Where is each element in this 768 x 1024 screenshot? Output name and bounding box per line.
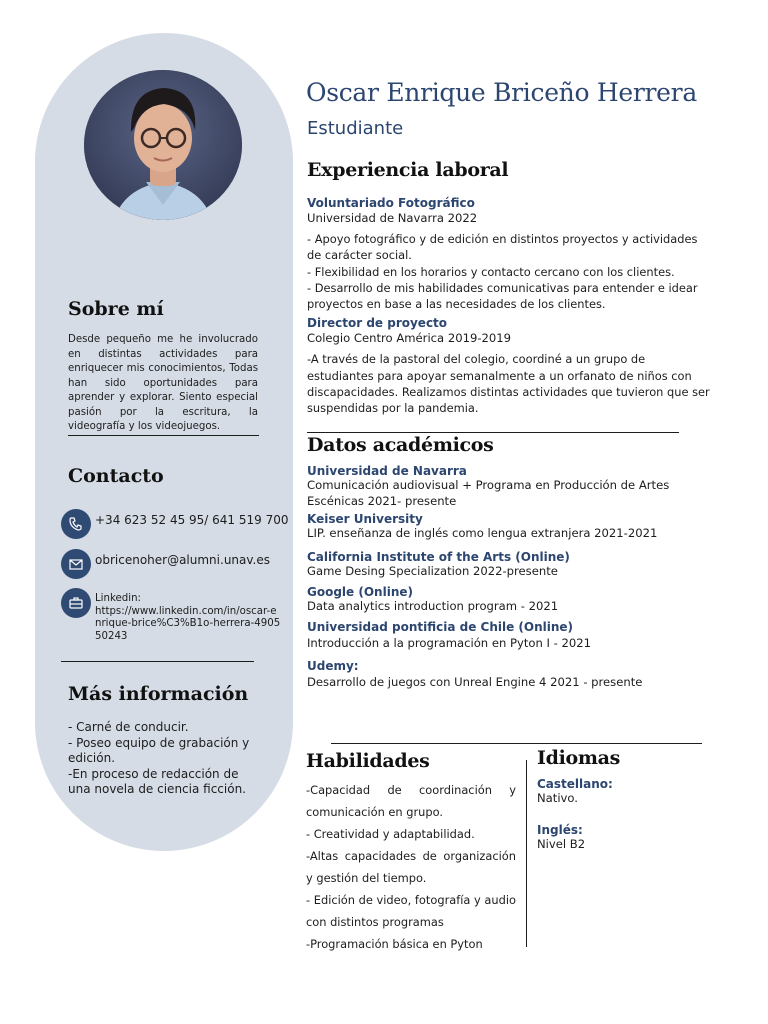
skill-item: -Programación básica en Pyton (306, 937, 483, 951)
job-line: -A través de la pastoral del colegio, coordiné a un grupo de estudiantes para apoyar semanalmente a un orfanato de niños con discapacidades. Realizamos distintas actividades que tuvieron que ser suspendidas por la pandemia. (307, 352, 710, 416)
more-info-item: -En proceso de redacción de una novela de ciencia ficción. (68, 766, 246, 796)
job-description (307, 351, 712, 416)
skill-item: -Capacidad de coordinación y comunicación en grupo. (306, 783, 516, 819)
education-school: Keiser University (307, 512, 423, 526)
linkedin-link[interactable]: https://www.linkedin.com/in/oscar-enrique-brice%C3%B1o-herrera-490550243 (95, 605, 281, 642)
language-level: Nativo. (537, 791, 578, 805)
education-detail: Comunicación audiovisual + Programa en Producción de Artes Escénicas 2021- presente (307, 478, 670, 508)
job-org: Universidad de Navarra 2022 (307, 211, 478, 225)
languages-divider (526, 760, 527, 947)
education-detail: Introducción a la programación en Pyton I - 2021 (307, 635, 592, 650)
contact-divider (61, 661, 254, 662)
language-name: Inglés: (537, 823, 583, 837)
education-heading: Datos académicos (307, 434, 494, 456)
person-name: Oscar Enrique Briceño Herrera (306, 78, 697, 107)
skills-heading: Habilidades (306, 750, 430, 772)
education-detail: Data analytics introduction program - 2021 (307, 599, 559, 613)
education-school: Udemy: (307, 658, 359, 673)
education-school: Universidad pontificia de Chile (Online) (307, 619, 574, 634)
about-text: Desde pequeño me he involucrado en distintas actividades para enriquecer mis conocimientos, Todas han sido oportunidades para aprender y explorar. Siento especial pasión por la escritura, la videografía y los videojuegos. (68, 334, 258, 432)
contact-heading: Contacto (68, 465, 164, 487)
skill-item: -Altas capacidades de organización y gestión del tiempo. (306, 849, 516, 885)
education-list (307, 464, 707, 691)
education-school: Universidad de Navarra (307, 464, 467, 478)
briefcase-icon (61, 588, 91, 618)
email-address[interactable]: obricenoher@alumni.unav.es (95, 553, 270, 567)
education-detail: Game Desing Specialization 2022-presente (307, 563, 558, 578)
education-item (307, 659, 707, 691)
phone-icon (61, 509, 91, 539)
avatar (84, 70, 242, 220)
education-detail: LIP. enseñanza de inglés como lengua extranjera 2021-2021 (307, 526, 658, 540)
person-role: Estudiante (307, 118, 404, 139)
more-info-item: - Poseo equipo de grabación y edición. (68, 735, 250, 765)
language-name: Castellano: (537, 777, 613, 791)
skill-item: - Edición de video, fotografía y audio con distintos programas (306, 893, 516, 929)
job-description (307, 231, 712, 312)
about-divider (68, 435, 259, 436)
education-item (307, 512, 707, 542)
experience-divider (307, 432, 679, 433)
skill-item: - Creatividad y adaptabilidad. (306, 827, 475, 841)
education-detail: Desarrollo de juegos con Unreal Engine 4 2021 - presente (307, 674, 643, 689)
more-info-heading: Más información (68, 683, 249, 705)
languages-heading: Idiomas (537, 747, 621, 769)
job-line: - Flexibilidad en los horarios y contacto cercano con los clientes. (307, 264, 675, 279)
experience-list (307, 196, 712, 417)
skills-divider (331, 743, 702, 744)
education-item (307, 585, 707, 615)
education-item (307, 550, 707, 580)
education-school: California Institute of the Arts (Online) (307, 549, 570, 564)
job-line: - Apoyo fotográfico y de edición en distintos proyectos y actividades de carácter social. (307, 232, 698, 263)
education-item (307, 620, 707, 652)
language-level: Nivel B2 (537, 837, 586, 851)
education-item (307, 464, 707, 509)
experience-heading: Experiencia laboral (307, 159, 509, 181)
job-org: Colegio Centro América 2019-2019 (307, 331, 512, 346)
phone-number[interactable]: +34 623 52 45 95/ 641 519 700 (95, 513, 289, 527)
more-info-list (68, 720, 258, 798)
more-info-item: - Carné de conducir. (68, 720, 189, 734)
email-icon (61, 549, 91, 579)
job-role: Director de proyecto (307, 316, 448, 331)
linkedin-label: Linkedin: (95, 593, 141, 604)
job-role: Voluntariado Fotográfico (307, 196, 475, 210)
skills-list (306, 779, 516, 955)
linkedin-block (95, 593, 281, 643)
languages-list (537, 777, 697, 851)
education-school: Google (Online) (307, 585, 413, 599)
about-heading: Sobre mí (68, 298, 164, 320)
job-line: - Desarrollo de mis habilidades comunicativas para entender e idear proyectos en base a las necesidades de los clientes. (307, 280, 698, 312)
